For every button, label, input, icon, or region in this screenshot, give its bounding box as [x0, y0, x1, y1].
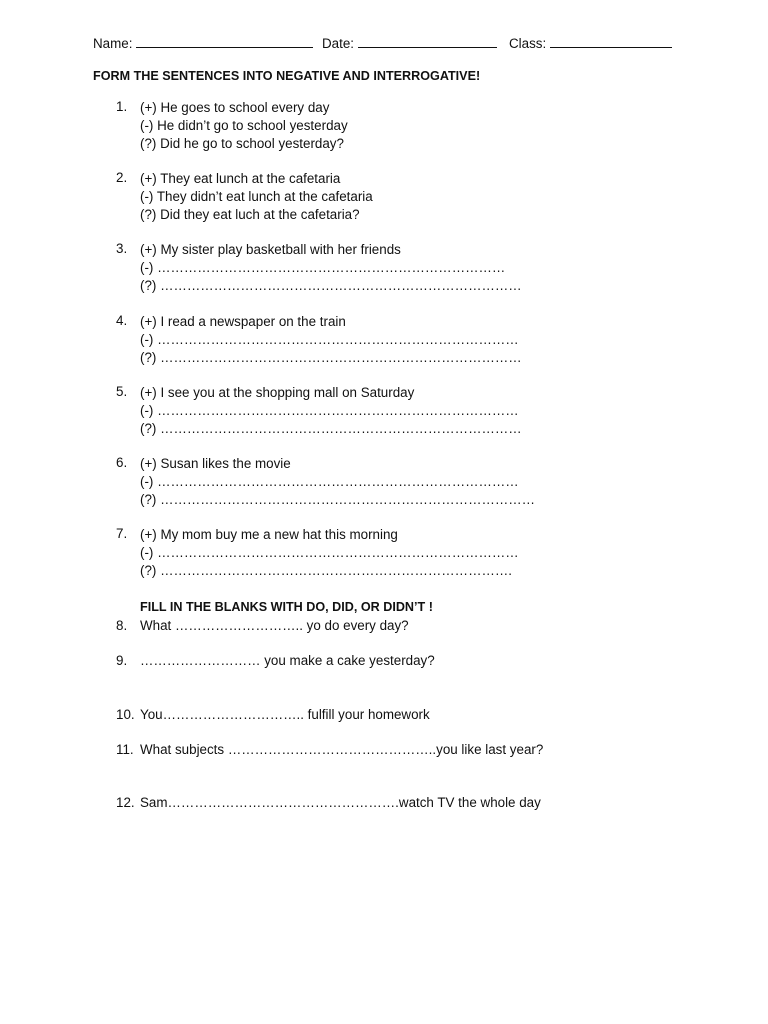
interrogative-blank-line: (?) ……………………………………………………………………. — [140, 563, 512, 578]
negative-blank-line: (-) ……………………………………………………………………… — [140, 545, 519, 560]
interrogative-blank-line: (?) ………………………………………………………………………… — [140, 492, 536, 507]
fill-sentence: What subjects ………………………………………..you like last year? — [140, 742, 544, 757]
fill-sentence: What ……………………….. yo do every day? — [140, 618, 409, 633]
positive-sentence: (+) They eat lunch at the cafetaria — [140, 171, 341, 186]
fill-number: 9. — [116, 653, 128, 668]
fill-item-11 — [116, 741, 543, 759]
fill-number: 10. — [116, 707, 135, 722]
positive-sentence: (+) I see you at the shopping mall on Saturday — [140, 385, 415, 400]
interrogative-blank-line: (?) ……………………………………………………………………… — [140, 421, 522, 436]
negative-blank-line: (-) …………………………………………………………………… — [140, 260, 506, 275]
exercise-number: 4. — [116, 313, 128, 328]
positive-sentence: (+) I read a newspaper on the train — [140, 314, 346, 329]
exercise-number: 1. — [116, 99, 128, 114]
interrogative-blank-line: (?) ……………………………………………………………………… — [140, 278, 522, 293]
fill-sentence: ……………………… you make a cake yesterday? — [140, 653, 435, 668]
instruction-negative-interrogative: FORM THE SENTENCES INTO NEGATIVE AND INTERROGATIVE! — [93, 69, 481, 83]
negative-sentence: (-) He didn’t go to school yesterday — [140, 118, 348, 133]
fill-number: 8. — [116, 618, 128, 633]
interrogative-sentence: (?) Did they eat luch at the cafetaria? — [140, 207, 360, 222]
interrogative-sentence: (?) Did he go to school yesterday? — [140, 136, 344, 151]
negative-blank-line: (-) ……………………………………………………………………… — [140, 403, 519, 418]
exercise-number: 2. — [116, 170, 128, 185]
date-label: Date: — [322, 36, 355, 51]
worksheet-header — [93, 35, 693, 53]
positive-sentence: (+) My sister play basketball with her friends — [140, 242, 401, 257]
name-field — [93, 35, 313, 51]
positive-sentence: (+) My mom buy me a new hat this morning — [140, 527, 398, 542]
fill-sentence: You………………………….. fulfill your homework — [140, 707, 430, 722]
fill-item-12 — [116, 794, 541, 812]
exercise-number: 3. — [116, 241, 128, 256]
exercise-number: 7. — [116, 526, 128, 541]
positive-sentence: (+) Susan likes the movie — [140, 456, 291, 471]
date-field — [322, 35, 497, 51]
interrogative-blank-line: (?) ……………………………………………………………………… — [140, 350, 522, 365]
fill-item-10 — [116, 706, 430, 724]
class-label: Class: — [509, 36, 547, 51]
fill-item-9 — [116, 652, 435, 670]
fill-number: 12. — [116, 795, 135, 810]
class-field — [509, 35, 672, 51]
date-blank-line — [358, 35, 497, 48]
name-label: Name: — [93, 36, 133, 51]
fill-number: 11. — [116, 742, 134, 757]
exercise-number: 5. — [116, 384, 128, 399]
exercise-number: 6. — [116, 455, 128, 470]
positive-sentence: (+) He goes to school every day — [140, 100, 330, 115]
negative-blank-line: (-) ……………………………………………………………………… — [140, 332, 519, 347]
fill-sentence: Sam…………………………………………….watch TV the whole day — [140, 795, 541, 810]
instruction-fill-in-blanks: FILL IN THE BLANKS WITH DO, DID, OR DIDN’T ! — [140, 600, 433, 614]
class-blank-line — [550, 35, 672, 48]
negative-sentence: (-) They didn’t eat lunch at the cafetaria — [140, 189, 373, 204]
fill-item-8 — [116, 617, 409, 635]
name-blank-line — [136, 35, 313, 48]
negative-blank-line: (-) ……………………………………………………………………… — [140, 474, 519, 489]
